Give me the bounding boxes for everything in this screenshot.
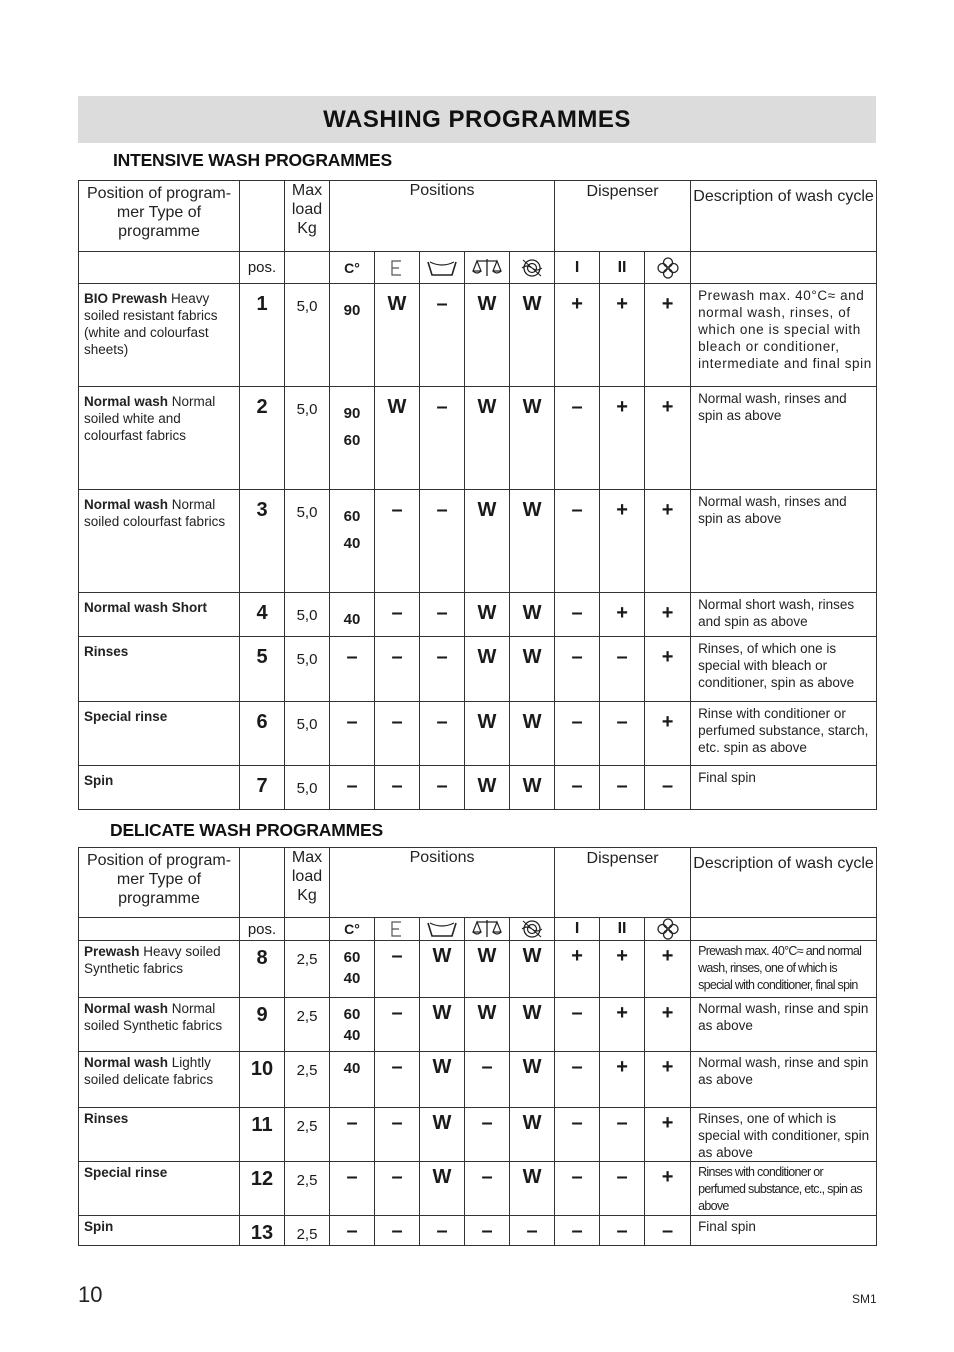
- wash-cycle-description: Normal wash, rinses and spin as above: [691, 387, 877, 490]
- programme-detail: Heavy soiled resistant fabrics (white and colourfast sheets): [84, 291, 218, 357]
- wash-tub-icon: [420, 918, 465, 941]
- programme-position: 11: [240, 1108, 285, 1162]
- position-spin-value: W: [510, 766, 555, 810]
- max-load-value: 2,5: [285, 941, 330, 998]
- dispenser-1-value: –: [555, 1108, 600, 1162]
- max-load-value: 2,5: [285, 1162, 330, 1216]
- dispenser-1-value: –: [555, 702, 600, 766]
- temperature-cell: [330, 490, 375, 593]
- icon-row-load-empty: [285, 252, 330, 284]
- position-scales-value: W: [465, 702, 510, 766]
- temperature-value: 60: [343, 508, 361, 525]
- scales-icon: [465, 918, 510, 941]
- header-empty: [240, 848, 285, 918]
- dispenser-conditioner-value: –: [645, 1216, 691, 1246]
- header-positions: Positions: [330, 181, 555, 252]
- page-number: 10: [78, 1282, 103, 1307]
- position-e-value: –: [375, 637, 420, 702]
- temperature-cell: [330, 1108, 375, 1162]
- wash-cycle-description: Rinses, one of which is special with conditioner, spin as above: [691, 1108, 877, 1162]
- programme-position: 1: [240, 284, 285, 387]
- temperature-cell: [330, 766, 375, 810]
- temperature-value: –: [346, 711, 358, 733]
- programme-position: 10: [240, 1052, 285, 1108]
- dispenser-conditioner-value: +: [645, 593, 691, 637]
- header-pos: pos.: [240, 252, 285, 284]
- position-tub-value: –: [420, 702, 465, 766]
- dispenser-1-value: –: [555, 766, 600, 810]
- max-load-value: 5,0: [285, 766, 330, 810]
- programme-row: [79, 593, 877, 637]
- temperature-cell: [330, 941, 375, 998]
- temperature-cell: [330, 702, 375, 766]
- programme-name: Normal wash: [84, 394, 169, 409]
- programme-position: 8: [240, 941, 285, 998]
- programme-row: [79, 1108, 877, 1162]
- programme-name-cell: [79, 1108, 240, 1162]
- position-spin-value: W: [510, 593, 555, 637]
- header-pos: pos.: [240, 918, 285, 941]
- flower-icon: [645, 252, 691, 284]
- position-scales-value: W: [465, 941, 510, 998]
- max-load-value: 5,0: [285, 593, 330, 637]
- header-description: Description of wash cycle: [691, 848, 877, 918]
- intensive-section-title: INTENSIVE WASH PROGRAMMES: [113, 150, 392, 170]
- header-description: Description of wash cycle: [691, 181, 877, 252]
- programme-row: [79, 490, 877, 593]
- dispenser-conditioner-value: +: [645, 998, 691, 1052]
- position-scales-value: W: [465, 387, 510, 490]
- delicate-programmes-table: [78, 847, 877, 1246]
- position-spin-value: W: [510, 1052, 555, 1108]
- temperature-value: 60: [343, 1006, 361, 1023]
- temperature-value: 40: [343, 611, 361, 628]
- header-dispenser: Dispenser: [555, 848, 691, 918]
- header-positions: Positions: [330, 848, 555, 918]
- dispenser-2-value: –: [600, 1108, 645, 1162]
- temperature-label: C°: [330, 918, 375, 941]
- position-tub-value: –: [420, 1216, 465, 1246]
- dispenser-2-value: +: [600, 941, 645, 998]
- dispenser-2-value: +: [600, 998, 645, 1052]
- position-scales-value: W: [465, 637, 510, 702]
- dispenser-1-value: +: [555, 284, 600, 387]
- scales-icon: [465, 252, 510, 284]
- spin-icon: [510, 252, 555, 284]
- position-e-value: –: [375, 766, 420, 810]
- dispenser-conditioner-value: +: [645, 637, 691, 702]
- position-e-value: –: [375, 941, 420, 998]
- programme-row: [79, 1052, 877, 1108]
- position-tub-value: –: [420, 766, 465, 810]
- programme-row: [79, 637, 877, 702]
- position-scales-value: W: [465, 284, 510, 387]
- position-scales-value: W: [465, 593, 510, 637]
- wash-cycle-description: Normal wash, rinse and spin as above: [691, 1052, 877, 1108]
- dispenser-2-value: –: [600, 766, 645, 810]
- programme-name: Normal wash: [84, 1001, 169, 1016]
- programme-name-cell: [79, 998, 240, 1052]
- spin-icon: [510, 918, 555, 941]
- position-tub-value: –: [420, 490, 465, 593]
- programme-name: Normal wash Short: [84, 600, 208, 615]
- dispenser-1-value: –: [555, 490, 600, 593]
- max-load-value: 5,0: [285, 284, 330, 387]
- dispenser-1-value: –: [555, 637, 600, 702]
- programme-name-cell: [79, 702, 240, 766]
- position-e-value: –: [375, 702, 420, 766]
- position-spin-value: W: [510, 1162, 555, 1216]
- dispenser-1-value: –: [555, 387, 600, 490]
- position-spin-value: W: [510, 490, 555, 593]
- header-position-type: Position of program-mer Type of programme: [79, 848, 240, 918]
- dispenser-1-value: –: [555, 1052, 600, 1108]
- dispenser-1-value: –: [555, 998, 600, 1052]
- dispenser-1-value: –: [555, 1162, 600, 1216]
- dispenser-2-label: II: [600, 252, 645, 284]
- programme-name: BIO Prewash: [84, 291, 168, 306]
- position-e-value: –: [375, 490, 420, 593]
- programme-position: 3: [240, 490, 285, 593]
- temperature-value-alt: 40: [343, 1027, 361, 1044]
- wash-cycle-description: Normal wash, rinses and spin as above: [691, 490, 877, 593]
- icon-row-desc-empty: [691, 252, 877, 284]
- dispenser-2-value: +: [600, 593, 645, 637]
- dispenser-2-value: –: [600, 637, 645, 702]
- temperature-value: –: [346, 646, 358, 668]
- temperature-cell: [330, 637, 375, 702]
- programme-detail: Normal soiled white and colourfast fabrics: [84, 394, 216, 443]
- wash-tub-icon: [420, 252, 465, 284]
- icon-row-desc-empty: [691, 918, 877, 941]
- position-tub-value: –: [420, 387, 465, 490]
- temperature-value-alt: 60: [343, 432, 361, 449]
- programme-name-cell: [79, 941, 240, 998]
- dispenser-conditioner-value: +: [645, 1162, 691, 1216]
- programme-row: [79, 284, 877, 387]
- header-max-load: Max load Kg: [285, 848, 330, 918]
- max-load-value: 2,5: [285, 1216, 330, 1246]
- header-empty: [240, 181, 285, 252]
- position-e-value: W: [375, 387, 420, 490]
- programme-name: Spin: [84, 1219, 114, 1234]
- position-e-value: –: [375, 1216, 420, 1246]
- position-spin-value: W: [510, 1108, 555, 1162]
- temperature-value: –: [346, 1220, 358, 1242]
- dispenser-conditioner-value: +: [645, 1052, 691, 1108]
- temperature-value: –: [346, 1166, 358, 1188]
- temperature-value: 40: [343, 1060, 361, 1077]
- position-tub-value: –: [420, 593, 465, 637]
- temperature-cell: [330, 998, 375, 1052]
- temperature-cell: [330, 1216, 375, 1246]
- temperature-cell: [330, 284, 375, 387]
- position-e-value: –: [375, 1162, 420, 1216]
- dispenser-1-value: –: [555, 1216, 600, 1246]
- programme-name: Normal wash: [84, 497, 169, 512]
- position-e-value: –: [375, 998, 420, 1052]
- page-title: WASHING PROGRAMMES: [78, 96, 876, 143]
- max-load-value: 5,0: [285, 387, 330, 490]
- e-mark-icon: [375, 252, 420, 284]
- position-scales-value: W: [465, 490, 510, 593]
- max-load-value: 2,5: [285, 998, 330, 1052]
- dispenser-2-value: +: [600, 284, 645, 387]
- position-spin-value: W: [510, 702, 555, 766]
- dispenser-2-value: +: [600, 490, 645, 593]
- wash-cycle-description: Normal wash, rinse and spin as above: [691, 998, 877, 1052]
- dispenser-2-value: +: [600, 387, 645, 490]
- position-e-value: –: [375, 593, 420, 637]
- programme-position: 2: [240, 387, 285, 490]
- wash-cycle-description: Rinses with conditioner or perfumed substance, etc., spin as above: [691, 1162, 877, 1216]
- temperature-value-alt: 40: [343, 535, 361, 552]
- max-load-value: 2,5: [285, 1108, 330, 1162]
- position-tub-value: W: [420, 998, 465, 1052]
- icon-row-load-empty: [285, 918, 330, 941]
- temperature-value: –: [346, 1112, 358, 1134]
- programme-name-cell: [79, 1216, 240, 1246]
- programme-name-cell: [79, 1162, 240, 1216]
- programme-name-cell: [79, 490, 240, 593]
- dispenser-conditioner-value: +: [645, 1108, 691, 1162]
- dispenser-1-value: +: [555, 941, 600, 998]
- dispenser-1-label: I: [555, 252, 600, 284]
- position-scales-value: –: [465, 1162, 510, 1216]
- temperature-value: –: [346, 775, 358, 797]
- position-tub-value: W: [420, 1108, 465, 1162]
- programme-name: Special rinse: [84, 1165, 168, 1180]
- position-scales-value: –: [465, 1052, 510, 1108]
- header-position-type: Position of program-mer Type of programme: [79, 181, 240, 252]
- position-spin-value: W: [510, 387, 555, 490]
- programme-position: 7: [240, 766, 285, 810]
- programme-name-cell: [79, 387, 240, 490]
- temperature-value: 90: [343, 302, 361, 319]
- wash-cycle-description: Final spin: [691, 1216, 877, 1246]
- max-load-value: 5,0: [285, 637, 330, 702]
- dispenser-conditioner-value: +: [645, 284, 691, 387]
- temperature-value-alt: 40: [343, 970, 361, 987]
- programme-detail: Normal soiled Synthetic fabrics: [84, 1001, 223, 1033]
- position-scales-value: W: [465, 766, 510, 810]
- programme-row: [79, 702, 877, 766]
- dispenser-conditioner-value: +: [645, 387, 691, 490]
- position-e-value: –: [375, 1108, 420, 1162]
- programme-name-cell: [79, 766, 240, 810]
- dispenser-2-label: II: [600, 918, 645, 941]
- programme-detail: Heavy soiled Synthetic fabrics: [84, 944, 221, 976]
- programme-name: Normal wash: [84, 1055, 169, 1070]
- programme-row: [79, 766, 877, 810]
- programme-row: [79, 941, 877, 998]
- position-tub-value: W: [420, 1052, 465, 1108]
- wash-cycle-description: Prewash max. 40°C≈ and normal wash, rinses, one of which is special with conditioner, final spin: [691, 941, 877, 998]
- temperature-cell: [330, 387, 375, 490]
- position-spin-value: W: [510, 284, 555, 387]
- programme-name-cell: [79, 637, 240, 702]
- header-max-load: Max load Kg: [285, 181, 330, 252]
- flower-icon: [645, 918, 691, 941]
- temperature-label: C°: [330, 252, 375, 284]
- programme-row: [79, 998, 877, 1052]
- max-load-value: 5,0: [285, 490, 330, 593]
- programme-detail: Lightly soiled delicate fabrics: [84, 1055, 214, 1087]
- position-scales-value: W: [465, 998, 510, 1052]
- position-scales-value: –: [465, 1108, 510, 1162]
- dispenser-2-value: +: [600, 1052, 645, 1108]
- max-load-value: 5,0: [285, 702, 330, 766]
- programme-row: [79, 387, 877, 490]
- document-code: SM1: [852, 1292, 877, 1306]
- programme-position: 13: [240, 1216, 285, 1246]
- position-scales-value: –: [465, 1216, 510, 1246]
- dispenser-2-value: –: [600, 702, 645, 766]
- programme-detail: Normal soiled colourfast fabrics: [84, 497, 226, 529]
- position-e-value: W: [375, 284, 420, 387]
- position-spin-value: W: [510, 637, 555, 702]
- icon-row-empty: [79, 252, 240, 284]
- programme-name-cell: [79, 593, 240, 637]
- temperature-value: 90: [343, 405, 361, 422]
- programme-name-cell: [79, 284, 240, 387]
- programme-name: Special rinse: [84, 709, 168, 724]
- wash-cycle-description: Final spin: [691, 766, 877, 810]
- wash-cycle-description: Prewash max. 40°C≈ and normal wash, rinses, of which one is special with bleach or conditioner, intermediate and final spin: [691, 284, 877, 387]
- dispenser-1-label: I: [555, 918, 600, 941]
- wash-cycle-description: Normal short wash, rinses and spin as above: [691, 593, 877, 637]
- programme-name-cell: [79, 1052, 240, 1108]
- programme-position: 5: [240, 637, 285, 702]
- delicate-section-title: DELICATE WASH PROGRAMMES: [110, 820, 383, 840]
- temperature-cell: [330, 1162, 375, 1216]
- programme-name: Rinses: [84, 644, 129, 659]
- dispenser-conditioner-value: +: [645, 702, 691, 766]
- temperature-value: 60: [343, 949, 361, 966]
- wash-cycle-description: Rinses, of which one is special with bleach or conditioner, spin as above: [691, 637, 877, 702]
- programme-position: 6: [240, 702, 285, 766]
- programme-row: [79, 1216, 877, 1246]
- position-tub-value: –: [420, 637, 465, 702]
- intensive-programmes-table: [78, 180, 877, 810]
- max-load-value: 2,5: [285, 1052, 330, 1108]
- temperature-cell: [330, 593, 375, 637]
- programme-row: [79, 1162, 877, 1216]
- position-tub-value: W: [420, 941, 465, 998]
- dispenser-conditioner-value: +: [645, 490, 691, 593]
- position-tub-value: –: [420, 284, 465, 387]
- dispenser-conditioner-value: –: [645, 766, 691, 810]
- programme-position: 9: [240, 998, 285, 1052]
- programme-name: Spin: [84, 773, 114, 788]
- programme-position: 4: [240, 593, 285, 637]
- position-e-value: –: [375, 1052, 420, 1108]
- dispenser-1-value: –: [555, 593, 600, 637]
- header-dispenser: Dispenser: [555, 181, 691, 252]
- programme-position: 12: [240, 1162, 285, 1216]
- position-spin-value: W: [510, 998, 555, 1052]
- temperature-cell: [330, 1052, 375, 1108]
- dispenser-2-value: –: [600, 1162, 645, 1216]
- programme-name: Prewash: [84, 944, 140, 959]
- dispenser-2-value: –: [600, 1216, 645, 1246]
- position-spin-value: –: [510, 1216, 555, 1246]
- icon-row-empty: [79, 918, 240, 941]
- position-tub-value: W: [420, 1162, 465, 1216]
- programme-name: Rinses: [84, 1111, 129, 1126]
- e-mark-icon: [375, 918, 420, 941]
- wash-cycle-description: Rinse with conditioner or perfumed substance, starch, etc. spin as above: [691, 702, 877, 766]
- dispenser-conditioner-value: +: [645, 941, 691, 998]
- position-spin-value: W: [510, 941, 555, 998]
